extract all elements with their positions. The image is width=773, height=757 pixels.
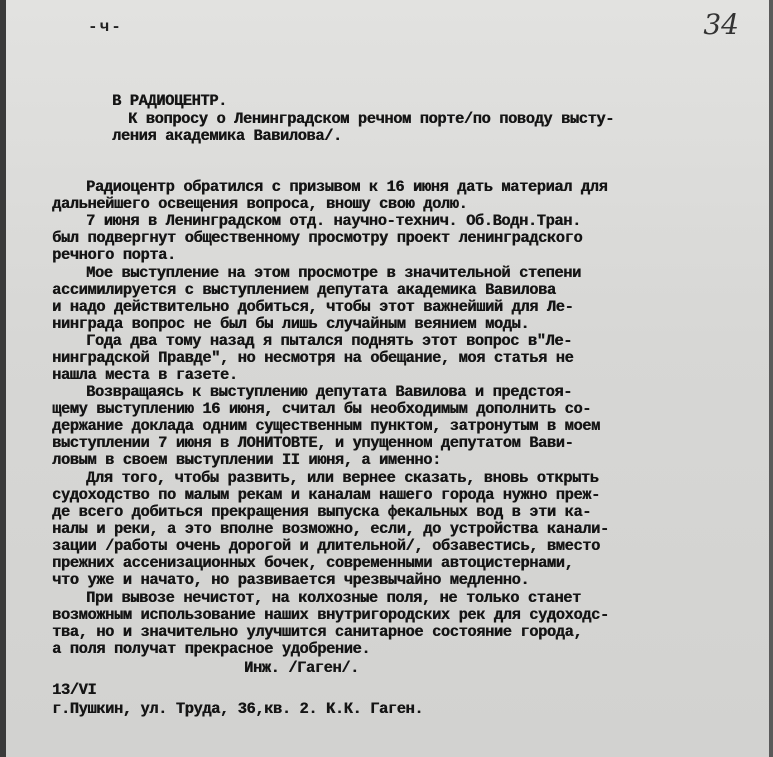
text-line: выступлении 7 июня в ЛОНИТОВТЕ, и упущенном депутатом Вави-	[52, 434, 574, 452]
text-line: и надо действительно добиться, чтобы этот важнейший для Ле-	[52, 298, 574, 316]
subject-line: К вопросу о Ленинградском речном порте/по поводу высту-	[128, 110, 614, 128]
return-address-line: г.Пушкин, ул. Труда, 36,кв. 2. К.К. Гаген.	[52, 700, 424, 718]
text-line: держание доклада одним существенным пунктом, затронутым в моем	[52, 417, 600, 435]
text-line: Возвращаясь к выступлению депутата Вавилова и предстоя-	[86, 383, 572, 401]
text-line: Для того, чтобы развить, или вернее сказать, вновь открыть	[86, 469, 599, 487]
folio-number: 34	[703, 8, 739, 41]
text-line: Радиоцентр обратился с призывом к 16 июня дать материал для	[86, 178, 608, 196]
text-line: судоходство по малым рекам и каналам нашего города нужно преж-	[52, 486, 600, 504]
top-mark: -ч-	[88, 18, 123, 36]
text-line: нинградской Правде", но несмотря на обещание, моя статья не	[52, 349, 574, 367]
text-line: Года два тому назад я пытался поднять этот вопрос в"Ле-	[86, 332, 572, 350]
text-line: зации /работы очень дорогой и длительной/, обзавестись, вместо	[52, 537, 600, 555]
text-line: ассимилируется с выступлением депутата академика Вавилова	[52, 281, 556, 299]
scan-edge-right	[769, 0, 773, 757]
scan-edge-left	[0, 0, 6, 757]
text-line: был подвергнут общественному просмотру проект ленинградского	[52, 229, 583, 247]
text-line: речного порта.	[52, 246, 176, 264]
text-line: де всего добиться прекращения выпуска фекальных вод в эти ка-	[52, 503, 591, 521]
signature-line: Инж. /Гаген/.	[244, 659, 359, 677]
text-line: нинграда вопрос не был бы лишь случайным веянием моды.	[52, 315, 530, 333]
text-line: налы и реки, а это вполне возможно, если, до устройства канали-	[52, 520, 609, 538]
text-line: ловым в своем выступлении II июня, а именно:	[52, 451, 441, 469]
text-line: нашла места в газете.	[52, 366, 238, 384]
text-line: Мое выступление на этом просмотре в значительной степени	[86, 264, 581, 282]
text-line: дальнейшего освещения вопроса, вношу свою долю.	[52, 195, 468, 213]
text-line: возможным использование наших внутригородских рек для судоходс-	[52, 606, 609, 624]
text-line: щему выступлению 16 июня, считал бы необходимым дополнить со-	[52, 400, 591, 418]
address-line: В РАДИОЦЕНТР.	[112, 92, 227, 110]
text-line: прежних ассенизационных бочек, современными автоцистернами,	[52, 554, 574, 572]
date-line: 13/VI	[52, 681, 97, 699]
text-line: что уже и начато, но развивается чрезвычайно медленно.	[52, 571, 530, 589]
text-line: а поля получат прекрасное удобрение.	[52, 640, 371, 658]
text-line: 7 июня в Ленинградском отд. научно-технич. Об.Водн.Тран.	[86, 212, 581, 230]
text-line: тва, но и значительно улучшится санитарное состояние города,	[52, 623, 583, 641]
text-line: При вывозе нечистот, на колхозные поля, не только станет	[86, 589, 581, 607]
subject-line: ления академика Вавилова/.	[112, 127, 342, 145]
